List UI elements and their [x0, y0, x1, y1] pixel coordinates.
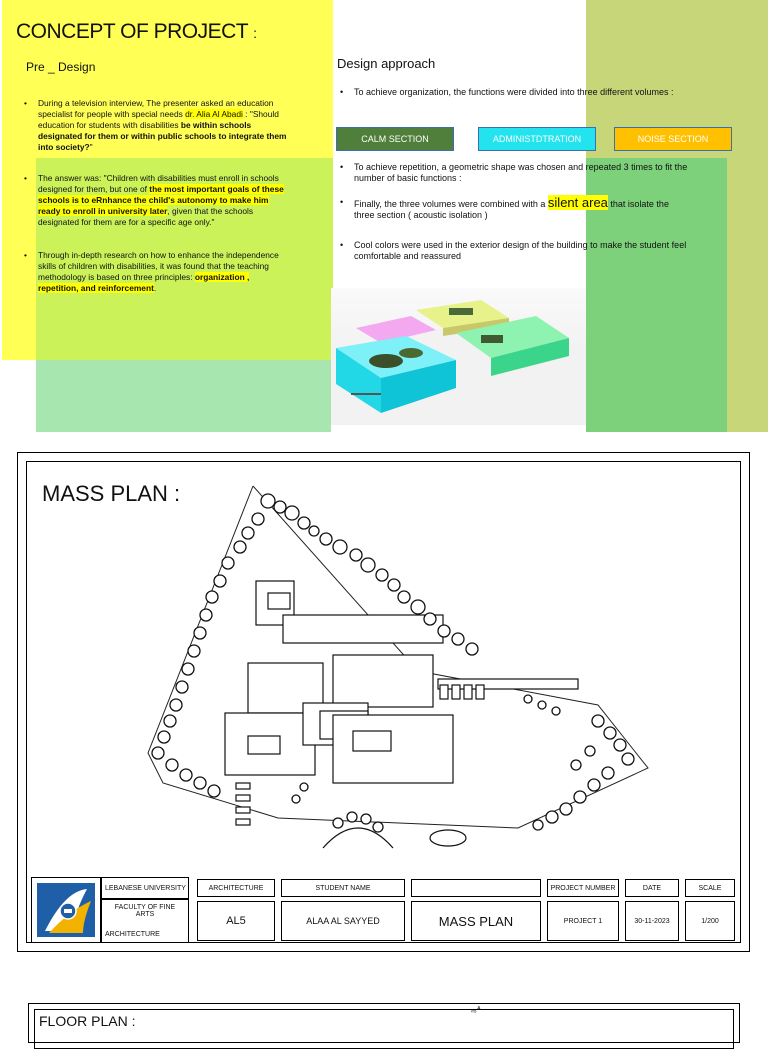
- calm-section-box: CALM SECTION: [336, 127, 454, 151]
- mass-plan-title: MASS PLAN :: [42, 481, 181, 506]
- noise-section-box: NOISE SECTION: [614, 127, 732, 151]
- site-plan-drawing: [128, 483, 673, 858]
- project-header: PROJECT NUMBER: [547, 879, 619, 897]
- design-approach-heading: Design approach: [337, 56, 436, 71]
- concept-panel: [0, 0, 768, 432]
- faculty-cell: FACULTY OF FINE ARTS ARCHITECTURE: [101, 899, 189, 943]
- mass-plan-sheet: [17, 452, 750, 952]
- pre-design-heading: Pre _ Design: [26, 60, 96, 74]
- concept-bullet-1: • During a television interview, The presenter asked an education specialist for people with special needs dr. Alia Al Abadi : "Should education for students with disabilities be within schools designated for them or within public schools to integrate them into society?": [22, 98, 292, 153]
- floor-plan-sheet: [28, 1003, 740, 1043]
- floor-plan-title: FLOOR PLAN :: [39, 1013, 136, 1029]
- design-bullets-2: [338, 162, 690, 262]
- bg-mint-block: [36, 360, 331, 432]
- architecture-header: ARCHITECTURE: [197, 879, 275, 897]
- floor-plan-inner-frame: [34, 1009, 734, 1049]
- architecture-value: AL5: [197, 901, 275, 941]
- building-footprints: [225, 581, 578, 848]
- section-marker: ⇨$^A$: [471, 1006, 481, 1016]
- design-bullet-2: • To achieve repetition, a geometric shape was chosen and repeated 3 times to fit the number of basic functions :: [338, 162, 690, 184]
- logo-icon: [35, 881, 97, 939]
- concept-bullet-2: • The answer was: "Children with disabilities must enroll in schools designed for them, but one of the most important goals of these schools is to eRnhance the child's autonomy to make him ready to enroll in university later, given that the schools designated for them are for a specific age only.": [22, 173, 292, 228]
- design-bullet-4: • Cool colors were used in the exterior design of the building to make the student feel comfortable and reassured: [338, 240, 690, 262]
- university-logo: [31, 877, 101, 943]
- sheet-title: MASS PLAN: [411, 901, 541, 941]
- administration-box: ADMINISTDTRATION: [478, 127, 596, 151]
- design-bullet-3: • Finally, the three volumes were combined with a silent area that isolate the three section ( acoustic isolation ): [338, 197, 690, 221]
- concept-bullet-3: • Through in-depth research on how to enhance the independence skills of children with disabilities, it was found that the teaching methodology is based on three principles: organization , repetition, and reinforcement.: [22, 250, 292, 294]
- sheet-header-blank: [411, 879, 541, 897]
- render-svg: [331, 288, 586, 425]
- student-value: ALAA AL SAYYED: [281, 901, 405, 941]
- scale-header: SCALE: [685, 879, 735, 897]
- concept-title: CONCEPT OF PROJECT :: [16, 20, 257, 43]
- concept-bullets: [22, 98, 292, 294]
- building-render: [331, 288, 586, 425]
- student-header: STUDENT NAME: [281, 879, 405, 897]
- arrow-right-icon: ⇨: [471, 1008, 477, 1016]
- university-name: LEBANESE UNIVERSITY: [101, 877, 189, 899]
- design-bullet-1: • To achieve organization, the functions were divided into three different volumes :: [338, 87, 718, 98]
- date-value: 30-11-2023: [625, 901, 679, 941]
- project-value: PROJECT 1: [547, 901, 619, 941]
- date-header: DATE: [625, 879, 679, 897]
- title-block: [31, 877, 743, 945]
- scale-value: 1/200: [685, 901, 735, 941]
